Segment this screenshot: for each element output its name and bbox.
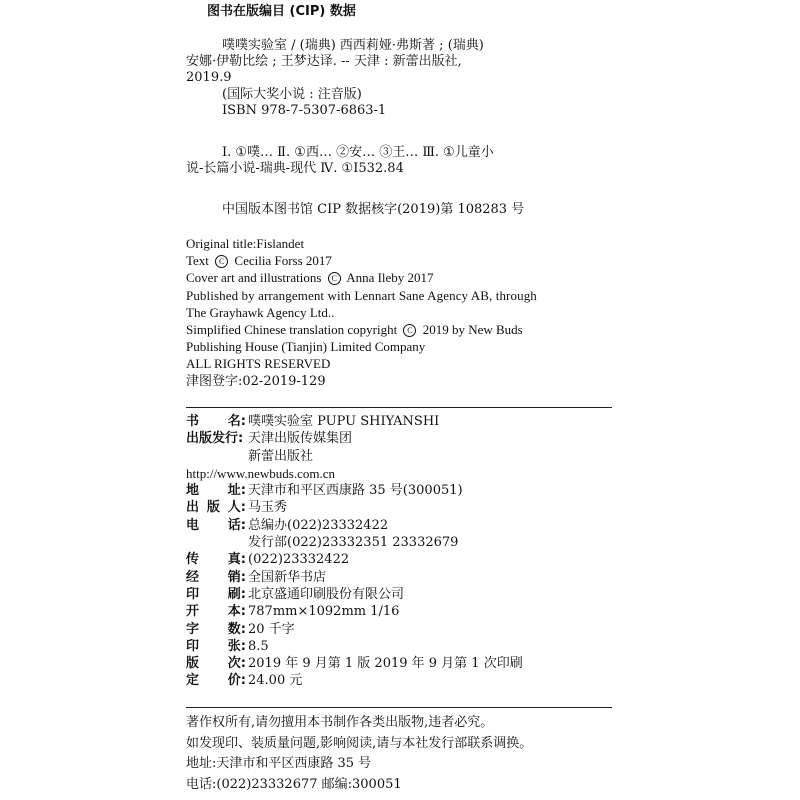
published-line: Published by arrangement with Lennart Sane Agency AB, through bbox=[186, 287, 537, 303]
original-rights-block bbox=[186, 235, 616, 390]
detail-value: 24.00 元 bbox=[248, 673, 303, 689]
detail-row-words bbox=[186, 621, 616, 638]
classification-line: Ⅰ. ①噗… Ⅱ. ①西… ②安… ③王… Ⅲ. ①儿童小 bbox=[222, 145, 494, 160]
detail-value: 发行部(022)23332351 23332679 bbox=[248, 535, 459, 551]
detail-label: 开 本: bbox=[186, 604, 246, 620]
detail-value: 天津出版传媒集团 bbox=[248, 431, 353, 447]
detail-value: 新蕾出版社 bbox=[248, 448, 314, 464]
cip-block bbox=[186, 38, 616, 119]
detail-value: 787mm×1092mm 1/16 bbox=[248, 604, 400, 620]
detail-value: 总编办(022)23332422 bbox=[248, 517, 389, 533]
classification-line: 说-长篇小说-瑞典-现代 Ⅳ. ①I532.84 bbox=[186, 161, 404, 177]
notice-line: 地址:天津市和平区西康路 35 号 bbox=[186, 756, 372, 771]
copyright-icon: C bbox=[328, 272, 341, 285]
detail-row-publisher bbox=[186, 430, 616, 447]
detail-value: 马玉秀 bbox=[248, 500, 288, 516]
translation-line: Publishing House (Tianjin) Limited Company bbox=[186, 339, 426, 355]
detail-label: 印 张: bbox=[186, 638, 246, 654]
detail-row-edition bbox=[186, 655, 616, 672]
copyright-icon: C bbox=[215, 255, 228, 268]
divider-top bbox=[186, 407, 612, 408]
detail-row-fax bbox=[186, 551, 616, 568]
detail-value: 2019 年 9 月第 1 版 2019 年 9 月第 1 次印刷 bbox=[248, 656, 523, 672]
cip-heading: 图书在版编目 (CIP) 数据 bbox=[207, 4, 356, 19]
detail-label: 地 址: bbox=[186, 483, 246, 499]
text-label: Text bbox=[186, 253, 209, 269]
text-copyright bbox=[186, 252, 616, 269]
cover-label: Cover art and illustrations bbox=[186, 270, 322, 286]
detail-value: (022)23332422 bbox=[248, 552, 350, 568]
copyright-icon: C bbox=[403, 324, 416, 337]
cip-isbn: ISBN 978-7-5307-6863-1 bbox=[222, 102, 387, 118]
notice-line: 著作权所有,请勿擅用本书制作各类出版物,违者必究。 bbox=[186, 715, 494, 730]
detail-row-address bbox=[186, 482, 616, 499]
notice-block bbox=[186, 713, 616, 795]
text-holder: Cecilia Forss 2017 bbox=[234, 253, 332, 269]
detail-row-publisher-2 bbox=[186, 448, 616, 465]
translation-copyright bbox=[186, 321, 616, 338]
website-link[interactable]: http://www.newbuds.com.cn bbox=[186, 465, 335, 481]
detail-row-price bbox=[186, 672, 616, 689]
detail-label: 出 版 人: bbox=[186, 500, 246, 516]
detail-label: 书 名: bbox=[186, 414, 246, 429]
cip-line: (国际大奖小说 : 注音版) bbox=[222, 86, 362, 102]
detail-label: 传 真: bbox=[186, 552, 246, 568]
cip-verify-number: 中国版本图书馆 CIP 数据核字(2019)第 108283 号 bbox=[222, 202, 525, 217]
detail-value: 20 千字 bbox=[248, 621, 295, 637]
detail-label: 定 价: bbox=[186, 673, 246, 689]
detail-value: 北京盛通印刷股份有限公司 bbox=[248, 586, 405, 602]
detail-row-website bbox=[186, 465, 616, 482]
detail-label: 字 数: bbox=[186, 621, 246, 637]
cover-holder: Anna Ileby 2017 bbox=[346, 270, 434, 286]
published-line: The Grayhawk Agency Ltd.. bbox=[186, 304, 335, 320]
cip-line: 2019.9 bbox=[186, 70, 232, 86]
detail-row-distributor bbox=[186, 569, 616, 586]
detail-row-title bbox=[186, 413, 616, 430]
detail-row-format bbox=[186, 603, 616, 620]
detail-value: 噗噗实验室 PUPU SHIYANSHI bbox=[248, 414, 440, 429]
notice-line: 如发现印、装质量问题,影响阅读,请与本社发行部联系调换。 bbox=[186, 735, 533, 751]
original-title: Original title:Fislandet bbox=[186, 236, 305, 251]
cip-line: 安娜·伊勒比绘 ; 王梦达译. -- 天津 : 新蕾出版社, bbox=[186, 54, 462, 70]
detail-row-printer bbox=[186, 586, 616, 603]
detail-value: 全国新华书店 bbox=[248, 569, 327, 585]
detail-label: 印 刷: bbox=[186, 586, 246, 602]
detail-row-sheets bbox=[186, 638, 616, 655]
detail-value: 天津市和平区西康路 35 号(300051) bbox=[248, 483, 463, 499]
detail-label: 经 销: bbox=[186, 569, 246, 585]
cover-copyright bbox=[186, 269, 616, 286]
detail-label: 出版发行: bbox=[186, 431, 244, 447]
publication-details bbox=[186, 413, 616, 690]
detail-label: 版 次: bbox=[186, 656, 246, 672]
detail-row-phone bbox=[186, 517, 616, 534]
translation-holder: 2019 by New Buds bbox=[422, 322, 523, 338]
cip-classification bbox=[186, 145, 616, 177]
register-number: 津图登字:02-2019-129 bbox=[186, 373, 326, 389]
detail-row-publisher-person bbox=[186, 499, 616, 516]
detail-value: 8.5 bbox=[248, 638, 269, 654]
translation-label: Simplified Chinese translation copyright bbox=[186, 322, 398, 338]
detail-row-phone-2 bbox=[186, 534, 616, 551]
cip-line: 噗噗实验室 / (瑞典) 西西莉娅·弗斯著 ; (瑞典) bbox=[222, 38, 484, 53]
rights-reserved: ALL RIGHTS RESERVED bbox=[186, 356, 331, 372]
detail-label: 电 话: bbox=[186, 517, 246, 533]
notice-line: 电话:(022)23332677 邮编:300051 bbox=[186, 776, 402, 792]
divider-bottom bbox=[186, 707, 612, 708]
